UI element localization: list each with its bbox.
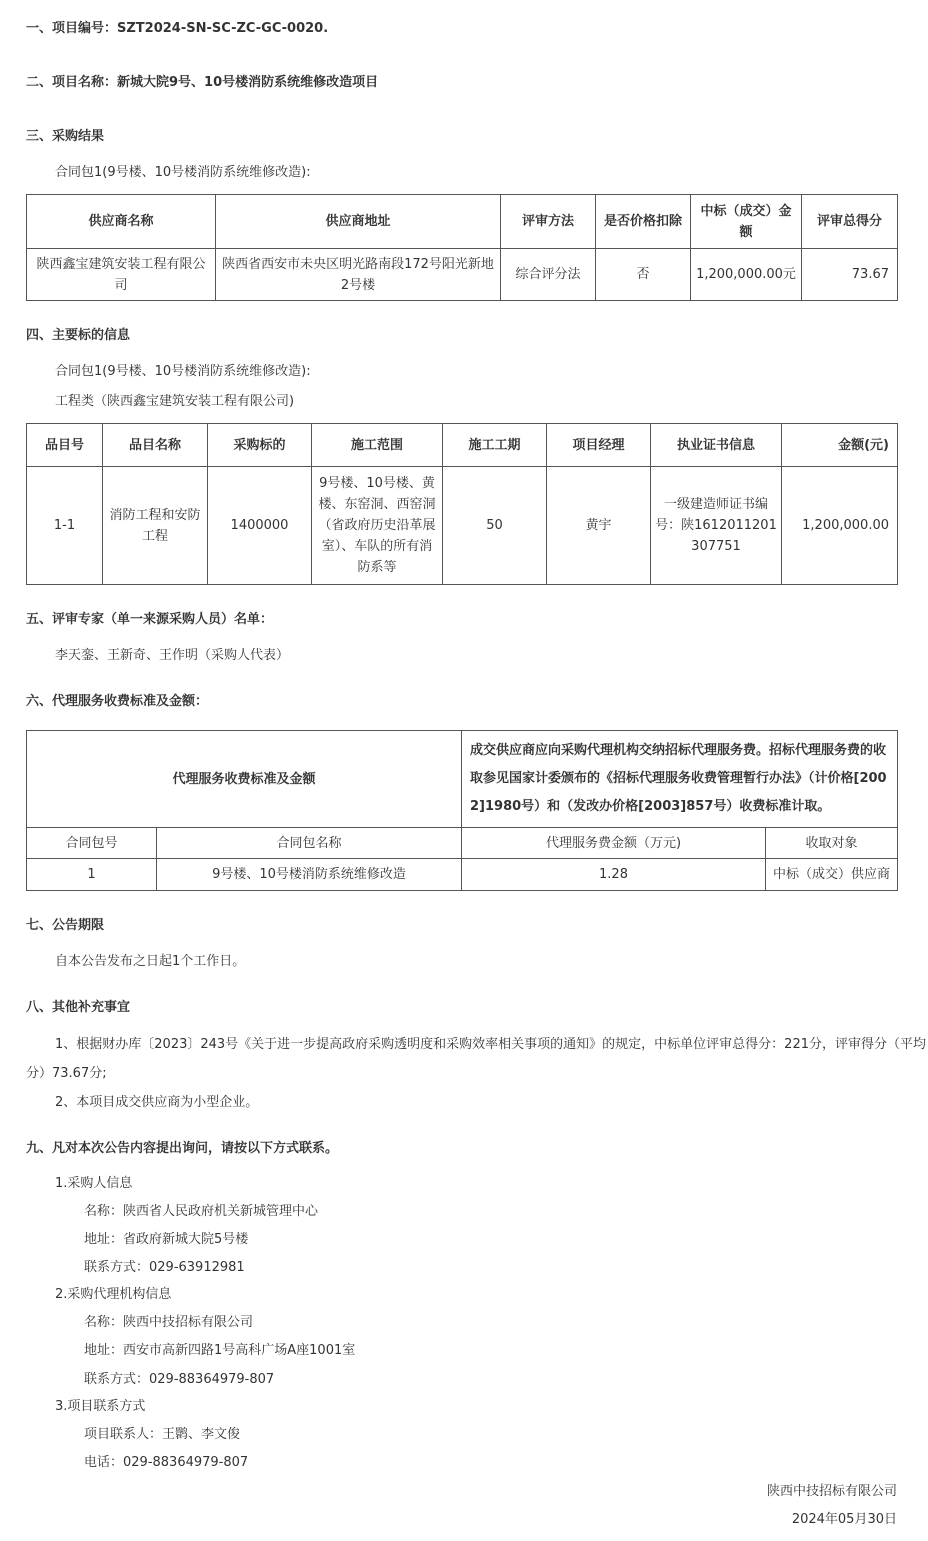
- cell-total-score: 73.67: [802, 249, 898, 301]
- fee-standard-description: 成交供应商应向采购代理机构交纳招标代理服务费。招标代理服务费的收取参见国家计委颁布的《招标代理服务收费管理暂行办法》（计价格[2002]1980号）和（发改办价格[2003]857号）收费标准计取。: [462, 731, 898, 828]
- procurement-result-table: [26, 194, 898, 301]
- section-6-title: 六、代理服务收费标准及金额：: [26, 694, 209, 709]
- cell-certificate-info: 一级建造师证书编号：陕1612011201307751: [651, 467, 782, 585]
- cell-supplier-address: 陕西省西安市未央区明光路南段172号阳光新地2号楼: [216, 249, 501, 301]
- header-total-score: 评审总得分: [802, 195, 898, 249]
- buyer-address: 地址：省政府新城大院5号楼: [84, 1232, 249, 1247]
- table-row: [27, 467, 898, 585]
- header-project-manager: 项目经理: [547, 424, 651, 467]
- project-number-line: [26, 17, 328, 36]
- project-name-label: 二、项目名称：: [26, 75, 118, 90]
- cell-procurement-target: 1400000: [208, 467, 312, 585]
- header-price-deduction: 是否价格扣除: [596, 195, 691, 249]
- agency-fee-table: [26, 730, 898, 891]
- cell-fee-amount: 1.28: [462, 859, 766, 891]
- agent-name: 名称：陕西中技招标有限公司: [84, 1315, 254, 1330]
- table-row: [27, 249, 898, 301]
- cell-amount: 1,200,000.00: [782, 467, 898, 585]
- section-3-package: 合同包1(9号楼、10号楼消防系统维修改造):: [55, 165, 311, 180]
- header-bid-amount: 中标（成交）金额: [691, 195, 802, 249]
- section-4-title: 四、主要标的信息: [26, 328, 131, 343]
- agent-info-title: 2.采购代理机构信息: [55, 1287, 172, 1302]
- buyer-phone: 联系方式：029-63912981: [84, 1260, 245, 1275]
- cell-item-name: 消防工程和安防工程: [103, 467, 208, 585]
- cell-item-no: 1-1: [27, 467, 103, 585]
- project-number-label: 一、项目编号：: [26, 21, 118, 36]
- header-certificate-info: 执业证书信息: [651, 424, 782, 467]
- cell-construction-period: 50: [443, 467, 547, 585]
- buyer-name: 名称：陕西省人民政府机关新城管理中心: [84, 1204, 319, 1219]
- supplement-item-2: 2、本项目成交供应商为小型企业。: [55, 1095, 259, 1110]
- header-supplier-name: 供应商名称: [27, 195, 216, 249]
- cell-project-manager: 黄宇: [547, 467, 651, 585]
- announcement-period: 自本公告发布之日起1个工作日。: [55, 954, 246, 969]
- header-construction-scope: 施工范围: [312, 424, 443, 467]
- header-construction-period: 施工工期: [443, 424, 547, 467]
- section-7-title: 七、公告期限: [26, 918, 105, 933]
- project-number-value: SZT2024-SN-SC-ZC-GC-0020.: [117, 21, 329, 36]
- cell-package-name: 9号楼、10号楼消防系统维修改造: [157, 859, 462, 891]
- cell-price-deduction: 否: [596, 249, 691, 301]
- footer-date: 2024年05月30日: [791, 1512, 897, 1527]
- header-fee-amount: 代理服务费金额（万元): [462, 828, 766, 859]
- project-name-line: [26, 71, 378, 90]
- cell-construction-scope: 9号楼、10号楼、黄楼、东窑洞、西窑洞（省政府历史沿革展室）、车队的所有消防系等: [312, 467, 443, 585]
- header-fee-payer: 收取对象: [766, 828, 898, 859]
- cell-fee-payer: 中标（成交）供应商: [766, 859, 898, 891]
- section-4-package: 合同包1(9号楼、10号楼消防系统维修改造):: [55, 364, 311, 379]
- cell-bid-amount: 1,200,000.00元: [691, 249, 802, 301]
- header-item-no: 品目号: [27, 424, 103, 467]
- header-amount: 金额(元): [782, 424, 898, 467]
- header-package-name: 合同包名称: [157, 828, 462, 859]
- main-item-table: [26, 423, 898, 585]
- header-review-method: 评审方法: [501, 195, 596, 249]
- section-9-title: 九、凡对本次公告内容提出询问，请按以下方式联系。: [26, 1141, 339, 1156]
- agent-phone: 联系方式：029-88364979-807: [84, 1372, 275, 1387]
- buyer-info-title: 1.采购人信息: [55, 1176, 133, 1191]
- project-contact-phone: 电话：029-88364979-807: [84, 1455, 249, 1470]
- section-8-title: 八、其他补充事宜: [26, 1000, 131, 1015]
- agent-address: 地址：西安市高新四路1号高科广场A座1001室: [84, 1343, 356, 1358]
- section-4-category: 工程类（陕西鑫宝建筑安装工程有限公司): [55, 394, 295, 409]
- cell-review-method: 综合评分法: [501, 249, 596, 301]
- fee-standard-label: 代理服务收费标准及金额: [27, 731, 462, 828]
- cell-supplier-name: 陕西鑫宝建筑安装工程有限公司: [27, 249, 216, 301]
- project-contact-person: 项目联系人：王鹮、李文俊: [84, 1427, 241, 1442]
- section-3-title: 三、采购结果: [26, 129, 105, 144]
- cell-package-no: 1: [27, 859, 157, 891]
- table-row: [27, 859, 898, 891]
- header-package-no: 合同包号: [27, 828, 157, 859]
- project-contact-title: 3.项目联系方式: [55, 1399, 146, 1414]
- header-supplier-address: 供应商地址: [216, 195, 501, 249]
- expert-list: 李天銮、王新奇、王作明（采购人代表）: [55, 648, 290, 663]
- header-item-name: 品目名称: [103, 424, 208, 467]
- footer-organization: 陕西中技招标有限公司: [766, 1484, 897, 1499]
- project-name-value: 新城大院9号、10号楼消防系统维修改造项目: [117, 75, 379, 90]
- supplement-item-1-cont: 分）73.67分;: [26, 1066, 107, 1081]
- header-procurement-target: 采购标的: [208, 424, 312, 467]
- supplement-item-1: 1、根据财办库〔2023〕243号《关于进一步提高政府采购透明度和采购效率相关事项的通知》的规定，中标单位评审总得分：221分，评审得分（平均: [55, 1037, 926, 1052]
- section-5-title: 五、评审专家（单一来源采购人员）名单：: [26, 612, 274, 627]
